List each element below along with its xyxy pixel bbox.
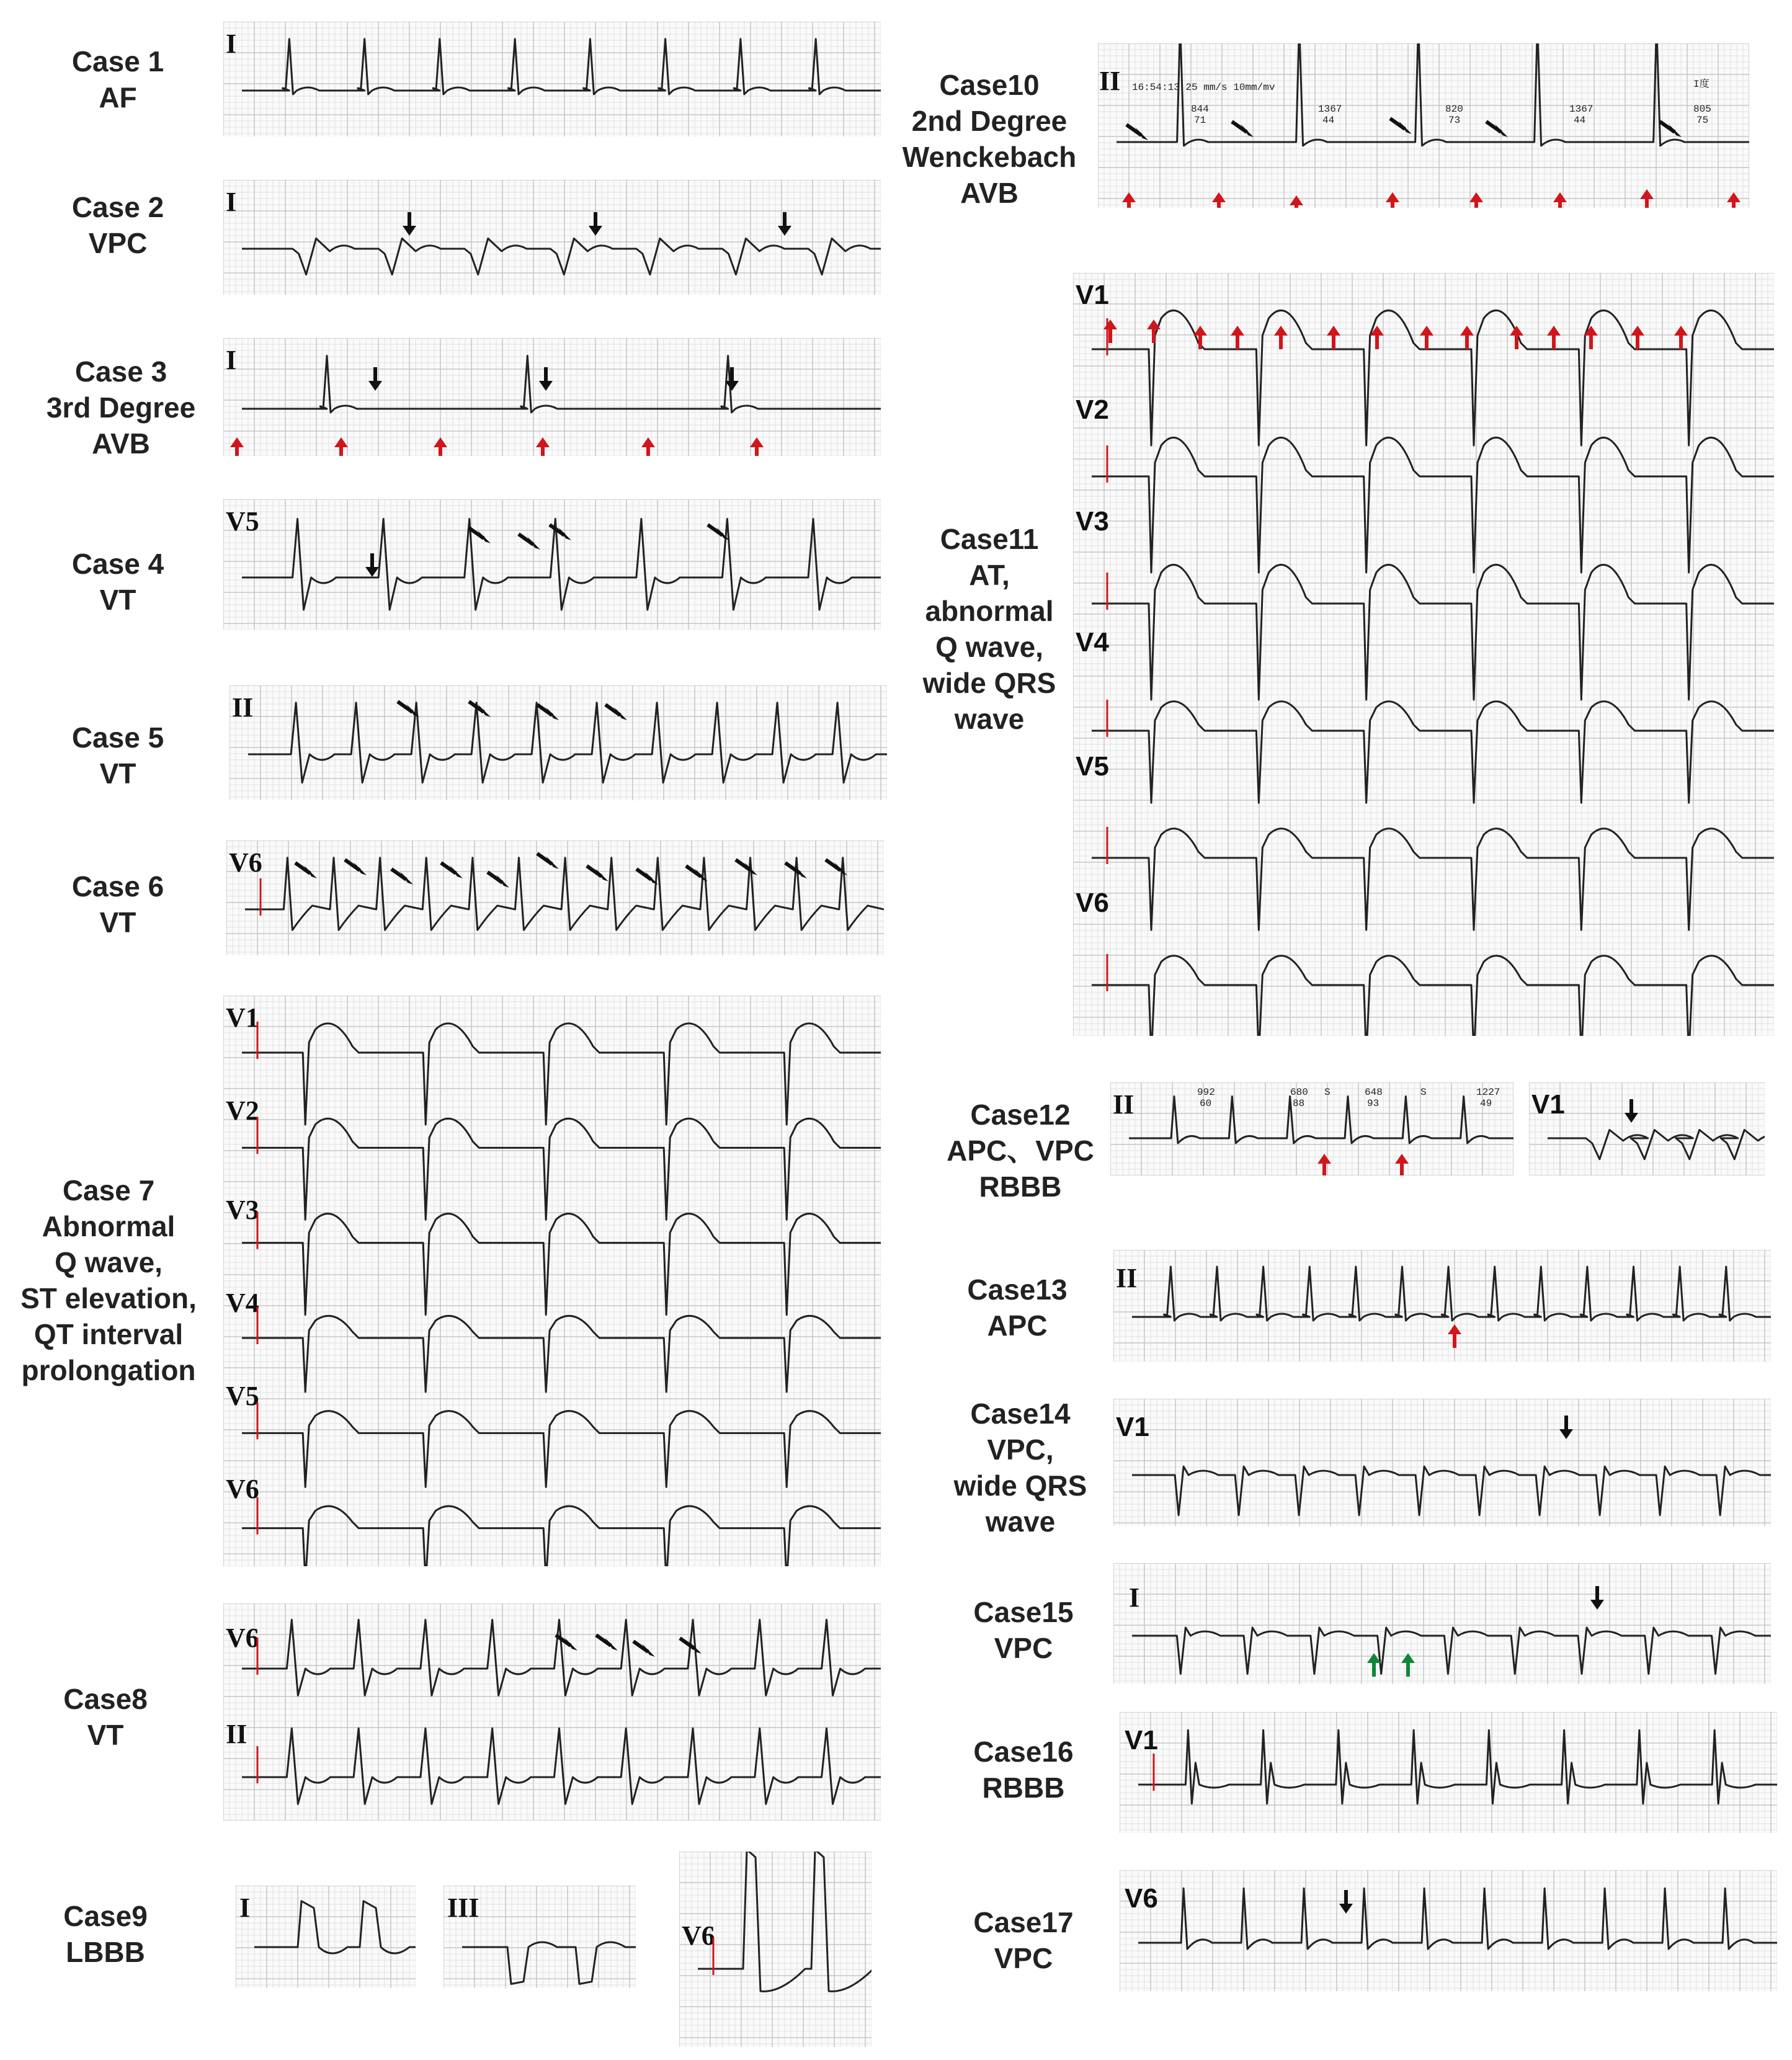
case12-rate-4: 49 xyxy=(1480,1098,1492,1109)
case12a-paper xyxy=(1110,1082,1513,1175)
case17-ecg-strip xyxy=(1120,1870,1777,1991)
case1-grid xyxy=(223,22,881,136)
case9-ecg-svg-V6 xyxy=(679,1852,871,2047)
case6-title: Case 6 xyxy=(71,870,164,903)
case12-label xyxy=(930,1097,1110,1205)
case1-ecg-svg xyxy=(223,22,881,136)
case11-lead-V6: V6 xyxy=(1076,888,1109,918)
case11-label xyxy=(893,521,1085,737)
case17-grid xyxy=(1120,1870,1777,1991)
case12-rate-1: 60 xyxy=(1200,1098,1212,1109)
case10-ecg-svg xyxy=(1098,43,1749,208)
case5-diagnosis: VT xyxy=(99,757,136,790)
case4-ecg-strip xyxy=(223,499,881,630)
case8-grid xyxy=(223,1603,881,1821)
case2-ecg-strip xyxy=(223,180,881,295)
case9-lead-I: I xyxy=(239,1893,251,1923)
case15-lead-I: I xyxy=(1129,1582,1140,1613)
case14-grid xyxy=(1113,1399,1771,1526)
case14-diagnosis-2: wide QRS xyxy=(953,1469,1087,1502)
case8-ecg-svg xyxy=(223,1603,881,1821)
case9-label xyxy=(31,1898,180,1970)
case12-rate-3: 93 xyxy=(1367,1098,1380,1109)
case3-diagnosis-1: 3rd Degree xyxy=(46,391,196,424)
case11-lead-V3: V3 xyxy=(1076,506,1109,537)
case7-diagnosis-3: ST elevation, xyxy=(20,1282,197,1314)
case12-diagnosis-2: RBBB xyxy=(979,1170,1062,1203)
case3-lead-I: I xyxy=(226,345,237,375)
case5-ecg-svg xyxy=(230,685,887,800)
case3-ecg-svg xyxy=(223,338,881,456)
case12-marker-2: S xyxy=(1420,1087,1427,1098)
case7-diagnosis-5: prolongation xyxy=(21,1354,196,1386)
case5-lead-II: II xyxy=(232,692,254,723)
case12-lead-II: II xyxy=(1113,1089,1134,1120)
case11-grid xyxy=(1073,273,1774,1036)
case14-ecg-strip xyxy=(1113,1399,1771,1526)
case9-lead-III: III xyxy=(447,1893,479,1923)
case10-rate-3: 73 xyxy=(1448,115,1461,126)
case14-diagnosis-3: wave xyxy=(985,1505,1056,1538)
case11-lead-V2: V2 xyxy=(1076,395,1109,425)
case12-diagnosis-1: APC、VPC xyxy=(947,1135,1094,1167)
case17-title: Case17 xyxy=(973,1906,1074,1938)
case17-label xyxy=(949,1904,1098,1976)
case14-diagnosis-1: VPC, xyxy=(987,1434,1054,1466)
case11-diagnosis-1: AT, xyxy=(969,559,1010,591)
case2-grid xyxy=(223,180,881,295)
case12-interval-2: 680 xyxy=(1290,1087,1308,1098)
case13-ecg-strip xyxy=(1113,1250,1771,1362)
case9-ecg-svg-I xyxy=(236,1886,416,1988)
case12-title: Case12 xyxy=(970,1099,1071,1131)
case6-label xyxy=(43,868,192,940)
case10-interval-2: 1367 xyxy=(1318,104,1342,115)
case8-title: Case8 xyxy=(63,1683,148,1715)
case9-ecg-strip-III xyxy=(444,1886,636,1988)
case2-ecg-svg xyxy=(223,180,881,295)
case9-title: Case9 xyxy=(63,1900,148,1932)
case12-lead-V1: V1 xyxy=(1531,1089,1565,1120)
case4-ecg-svg xyxy=(223,499,881,630)
case14-title: Case14 xyxy=(970,1398,1071,1430)
case7-ecg-svg xyxy=(223,996,881,1566)
case11-lead-V1: V1 xyxy=(1076,280,1109,310)
case15-grid xyxy=(1113,1563,1771,1684)
case10-diagnosis-2: Wenckebach xyxy=(902,141,1077,173)
case9-lead-V6: V6 xyxy=(682,1920,715,1951)
case12a-grid xyxy=(1110,1082,1513,1175)
case12-ecg-strip-II xyxy=(1110,1082,1513,1175)
case14-ecg-svg xyxy=(1113,1399,1771,1526)
case10-title: Case10 xyxy=(939,69,1040,101)
case3-grid xyxy=(223,338,881,456)
case11-diagnosis-5: wave xyxy=(954,703,1025,735)
case1-title: Case 1 xyxy=(71,45,164,78)
case8-label xyxy=(31,1681,180,1753)
case12-interval-1: 992 xyxy=(1197,1087,1215,1098)
case1-diagnosis: AF xyxy=(99,81,137,114)
case5-ecg-strip xyxy=(230,685,887,800)
case9-diagnosis: LBBB xyxy=(66,1936,145,1968)
case7-diagnosis-1: Abnormal xyxy=(42,1210,176,1242)
case2-label xyxy=(43,189,192,261)
case7-diagnosis-2: Q wave, xyxy=(55,1246,163,1278)
case10-corner-text: I度 xyxy=(1693,79,1710,90)
case16-lead-V1: V1 xyxy=(1125,1725,1158,1755)
case5-label xyxy=(43,720,192,791)
case9-ecg-strip-I xyxy=(236,1886,416,1988)
case10-ecg-strip xyxy=(1098,43,1749,208)
case7-lead-V6: V6 xyxy=(226,1474,259,1504)
case11-lead-V5: V5 xyxy=(1076,751,1109,782)
case1-ecg-strip xyxy=(223,22,881,136)
case5-title: Case 5 xyxy=(71,721,164,754)
case3-ecg-strip xyxy=(223,338,881,456)
case7-diagnosis-4: QT interval xyxy=(33,1318,184,1350)
case15-ecg-strip xyxy=(1113,1563,1771,1684)
case9a-grid xyxy=(236,1886,416,1988)
case7-lead-V1: V1 xyxy=(226,1002,259,1033)
case2-diagnosis: VPC xyxy=(88,227,148,259)
case3-diagnosis-2: AVB xyxy=(92,427,150,460)
case10-interval-5: 805 xyxy=(1693,104,1711,115)
case11-title: Case11 xyxy=(940,523,1039,555)
case12-marker-1: S xyxy=(1324,1087,1331,1098)
case4-label xyxy=(43,546,192,618)
case4-title: Case 4 xyxy=(71,548,164,580)
case10-interval-3: 820 xyxy=(1445,104,1463,115)
case7-grid xyxy=(223,996,881,1566)
case11-lead-V4: V4 xyxy=(1076,627,1109,658)
case11-diagnosis-2: abnormal xyxy=(925,595,1054,627)
case6-lead-V6: V6 xyxy=(229,847,262,878)
case10-interval-1: 844 xyxy=(1191,104,1209,115)
case16-grid xyxy=(1120,1712,1777,1833)
case16-ecg-svg xyxy=(1120,1712,1777,1833)
case11-ecg-svg xyxy=(1073,273,1774,1036)
case13-grid xyxy=(1113,1250,1771,1362)
case17-lead-V6: V6 xyxy=(1125,1883,1158,1914)
case13-title: Case13 xyxy=(967,1273,1068,1306)
case11-ecg-strip xyxy=(1073,273,1774,1036)
case10-lead-II: II xyxy=(1099,66,1121,96)
case7-title: Case 7 xyxy=(62,1174,155,1206)
case15-title: Case15 xyxy=(973,1596,1074,1628)
case2-lead-I: I xyxy=(226,187,237,217)
case10-rate-1: 71 xyxy=(1194,115,1206,126)
case12-interval-3: 648 xyxy=(1365,1087,1383,1098)
case8-diagnosis: VT xyxy=(87,1719,124,1751)
case8-lead-II: II xyxy=(226,1719,247,1749)
case10-diagnosis-3: AVB xyxy=(960,177,1019,209)
case6-ecg-svg xyxy=(226,840,884,955)
case7-lead-V4: V4 xyxy=(226,1288,259,1318)
case9-ecg-strip-V6 xyxy=(679,1852,871,2047)
case8-ecg-strip xyxy=(223,1603,881,1821)
case13-diagnosis: APC xyxy=(987,1309,1048,1342)
case16-diagnosis: RBBB xyxy=(982,1772,1065,1804)
case12-ecg-strip-V1 xyxy=(1529,1082,1765,1175)
case3-label xyxy=(31,354,211,461)
case15-diagnosis: VPC xyxy=(994,1632,1053,1664)
case16-title: Case16 xyxy=(973,1736,1074,1768)
case10-rate-2: 44 xyxy=(1322,115,1335,126)
case17-ecg-svg xyxy=(1120,1870,1777,1991)
case10-rate-4: 44 xyxy=(1574,115,1586,126)
case6-diagnosis: VT xyxy=(99,906,136,939)
case5-grid xyxy=(230,685,887,800)
case16-ecg-strip xyxy=(1120,1712,1777,1833)
case3-title: Case 3 xyxy=(74,355,167,388)
case2-title: Case 2 xyxy=(71,191,164,223)
case11-diagnosis-3: Q wave, xyxy=(935,631,1043,663)
case12-ecg-svg-II xyxy=(1110,1082,1513,1175)
case10-diagnosis-1: 2nd Degree xyxy=(911,105,1068,137)
case4-lead-V5: V5 xyxy=(226,506,259,537)
case7-lead-V2: V2 xyxy=(226,1095,259,1126)
case8-lead-V6: V6 xyxy=(226,1623,259,1653)
case7-label xyxy=(6,1172,211,1388)
case17-diagnosis: VPC xyxy=(994,1942,1053,1974)
case1-lead-I: I xyxy=(226,29,237,59)
case16-label xyxy=(949,1734,1098,1806)
case7-lead-V5: V5 xyxy=(226,1381,259,1411)
case6-ecg-strip xyxy=(226,840,884,955)
case7-ecg-strip xyxy=(223,996,881,1566)
case14-lead-V1: V1 xyxy=(1116,1412,1149,1442)
case10-interval-4: 1367 xyxy=(1569,104,1594,115)
case7-lead-V3: V3 xyxy=(226,1195,259,1225)
case13-lead-II: II xyxy=(1116,1263,1138,1293)
case15-label xyxy=(949,1594,1098,1666)
case4-diagnosis: VT xyxy=(99,584,136,616)
case6-grid xyxy=(226,840,884,955)
case9-ecg-svg-III xyxy=(444,1886,636,1988)
case13-label xyxy=(943,1272,1092,1344)
case10-label xyxy=(887,67,1092,211)
case15-ecg-svg xyxy=(1113,1563,1771,1684)
case10-rate-5: 75 xyxy=(1696,115,1709,126)
case12-rate-2: 88 xyxy=(1293,1098,1305,1109)
case11-diagnosis-4: wide QRS xyxy=(922,667,1056,699)
case13-ecg-svg xyxy=(1113,1250,1771,1362)
case1-label xyxy=(43,43,192,115)
case12-ecg-svg-V1 xyxy=(1529,1082,1765,1175)
case14-label xyxy=(930,1396,1110,1540)
case10-timestamp: 16:54:13 25 mm/s 10mm/mv xyxy=(1132,82,1275,93)
case12-interval-4: 1227 xyxy=(1476,1087,1500,1098)
